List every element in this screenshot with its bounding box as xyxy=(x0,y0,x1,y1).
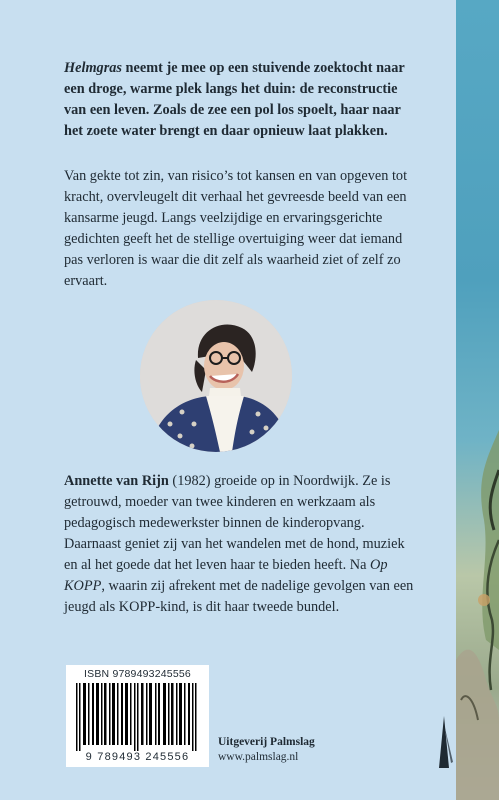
author-bio xyxy=(64,471,416,618)
author-photo xyxy=(140,300,292,452)
barcode-bars xyxy=(70,683,205,751)
bio-text-1: (1982) groeide op in Noordwijk. Ze is getrouwd, moeder van twee kinderen en werkzaam als pedagogisch medewerkster binnen de kinderopvang. Daarnaast geniet zij van het wandelen met de hond, muziek en al het goede dat het leven haar te bieden heeft. Na xyxy=(64,473,405,573)
previous-book-title: Op KOPP xyxy=(64,557,388,594)
blurb-paragraph xyxy=(64,58,416,142)
isbn-digits: 9 789493 245556 xyxy=(85,751,190,763)
publisher-logo-icon xyxy=(433,716,455,768)
book-title: Helmgras xyxy=(64,60,122,76)
bio-text-2: , waarin zij afrekent met de nadelige gevolgen van een jeugd als KOPP-kind, is dit haar tweede bundel. xyxy=(64,578,414,615)
front-cover-edge xyxy=(456,0,499,800)
publisher-website: www.palmslag.nl xyxy=(218,751,299,763)
description-paragraph: Van gekte tot zin, van risico’s tot kansen en van opgeven tot kracht, overvleugelt dit verhaal het gevreesde beeld van een kansarme jeugd. Langs veelzijdige en ervaringsgerichte gedichten geeft het de stellige overtuiging weer dat iemand pas verloren is waar die dit zelf als waarheid ziet of zelf zo ervaart. xyxy=(64,168,408,289)
isbn-barcode xyxy=(66,665,209,767)
front-cover-illustration xyxy=(456,0,499,800)
publisher-name: Uitgeverij Palmslag xyxy=(218,736,315,748)
isbn-label: ISBN 9789493245556 xyxy=(84,668,191,680)
author-name: Annette van Rijn xyxy=(64,473,169,489)
blurb-text: neemt je mee op een stuivende zoektocht naar een droge, warme plek langs het duin: de reconstructie van een leven. Zoals de zee een pol los spoelt, haar naar het zoete water brengt en daar opnieuw laat plakken. xyxy=(64,60,405,139)
